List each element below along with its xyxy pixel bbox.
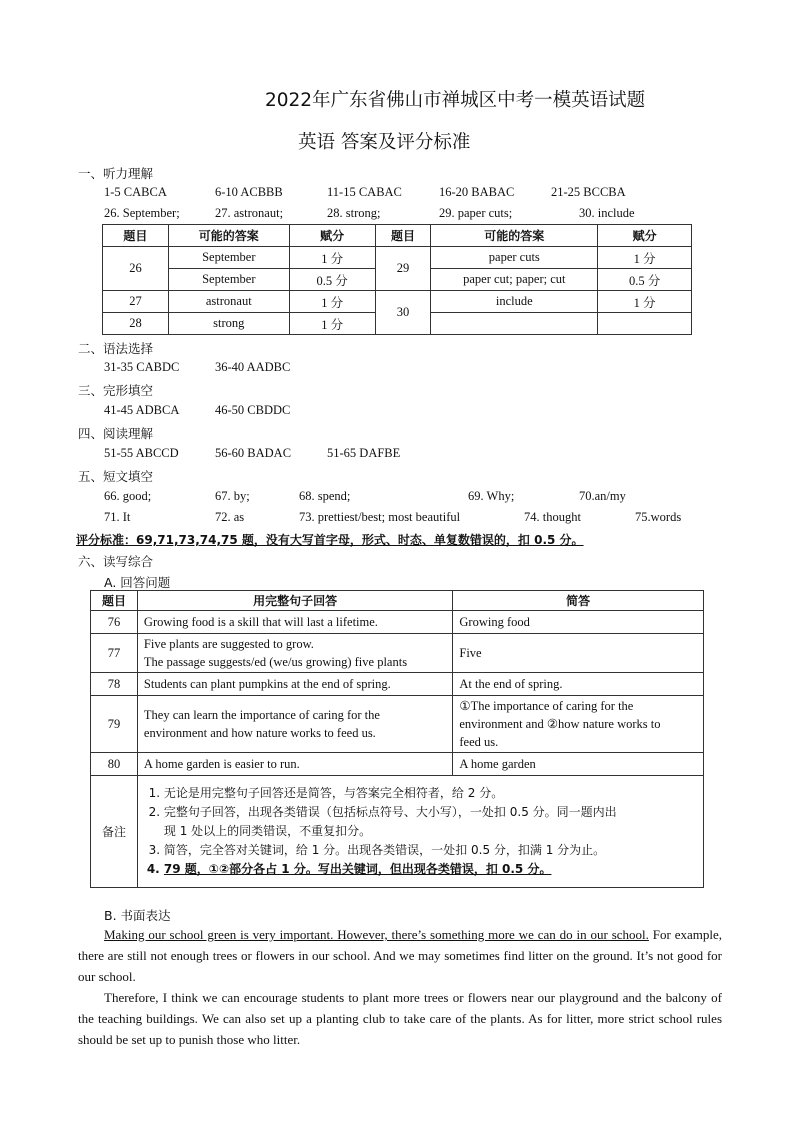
question-number: 28 [103,313,169,335]
table-row [91,634,704,673]
answer-item: 75.words [635,510,682,524]
answer-question-table [90,590,704,888]
table-row [91,611,704,634]
header-full-sentence: 用完整句子回答 [137,591,452,611]
full-answer-line: They can learn the importance of caring for the [143,708,380,722]
section-fill: 五、短文填空 [78,469,154,484]
answer-group: 31-35 CABDC [104,360,180,374]
score-cell: 0.5 分 [289,269,375,291]
short-answer-line: feed us. [459,735,499,749]
note-item: 4. 79 题，①②部分各占 1 分。写出关键词，但出现各类错误，扣 0.5 分。 [164,860,697,879]
table-row [91,753,704,776]
question-number: 79 [91,696,138,753]
empty-cell [431,313,598,335]
full-answer-line: The passage suggests/ed (we/us growing) five plants [143,655,408,669]
short-answer: Five [453,634,704,673]
answer-group: 36-40 AADBC [215,360,291,374]
full-answer-line: Five plants are suggested to grow. [143,637,314,651]
header-short-answer: 简答 [453,591,704,611]
notes-row [91,776,704,888]
header-question: 题目 [375,225,431,247]
answer-group: 16-20 BABAC [439,185,515,199]
question-number: 27 [103,291,169,313]
answer-group: 41-45 ADBCA [104,403,180,417]
header-question: 题目 [103,225,169,247]
answer-item: 71. It [104,510,131,524]
answer-item: 28. strong; [327,206,381,220]
section-cloze: 三、完形填空 [78,383,154,398]
page-title: 2022年广东省佛山市禅城区中考一模英语试题 [265,90,646,111]
short-answer: A home garden [453,753,704,776]
answer-group: 46-50 CBDDC [215,403,291,417]
full-answer [137,634,452,673]
answer-item: 68. spend; [299,489,351,503]
part-a-heading: A. 回答问题 [104,575,171,590]
question-number: 30 [375,291,431,335]
short-answer-line: environment and ②how nature works to [459,717,661,731]
section-reading-writing: 六、读写综合 [78,554,154,569]
short-answer: Growing food [453,611,704,634]
section-reading: 四、阅读理解 [78,426,154,441]
essay-topic-sentence: Making our school green is very important. However, there’s something more we can do in our school. [104,927,649,942]
header-answer: 可能的答案 [431,225,598,247]
header-score: 赋分 [598,225,692,247]
score-cell: 1 分 [289,247,375,269]
answer-cell: paper cut; paper; cut [431,269,598,291]
question-number: 77 [91,634,138,673]
answer-cell: astronaut [168,291,289,313]
answer-cell: include [431,291,598,313]
answer-item: 29. paper cuts; [439,206,513,220]
header-question: 题目 [91,591,138,611]
answer-group: 1-5 CABCA [104,185,167,199]
section-grammar: 二、语法选择 [78,341,154,356]
answer-group: 11-15 CABAC [327,185,402,199]
short-answer-line: ①The importance of caring for the [459,699,634,713]
answer-group: 21-25 BCCBA [551,185,626,199]
answer-cell: September [168,247,289,269]
answer-item: 26. September; [104,206,180,220]
page-subtitle: 英语 答案及评分标准 [298,132,471,153]
note-item: 2. 完整句子回答，出现各类错误（包括标点符号、大小写），一处扣 0.5 分。同一题内出 现 1 处以上的同类错误，不重复扣分。 [164,803,697,841]
question-number: 26 [103,247,169,291]
notes-label: 备注 [91,776,138,888]
full-answer: A home garden is easier to run. [137,753,452,776]
score-cell: 0.5 分 [598,269,692,291]
answer-item: 66. good; [104,489,152,503]
section-listening: 一、听力理解 [78,166,154,181]
score-cell: 1 分 [598,291,692,313]
full-answer: Students can plant pumpkins at the end of spring. [137,673,452,696]
answer-item: 72. as [215,510,245,524]
answer-group: 56-60 BADAC [215,446,292,460]
question-number: 78 [91,673,138,696]
answer-cell: September [168,269,289,291]
answer-item: 27. astronaut; [215,206,284,220]
answer-item: 67. by; [215,489,250,503]
header-score: 赋分 [289,225,375,247]
note-item: 3. 简答，完全答对关键词，给 1 分。出现各类错误，一处扣 0.5 分，扣满 1 分为止。 [164,841,697,860]
answer-item: 73. prettiest/best; most beautiful [299,510,461,524]
answer-cell: paper cuts [431,247,598,269]
full-answer-line: environment and how nature works to feed us. [143,726,376,740]
score-cell: 1 分 [598,247,692,269]
essay-text: For example, there are still not enough trees or flowers in our school. And we may sometimes find litter on the ground. It’s not good for our school. [78,927,723,984]
notes-content [137,776,703,888]
question-number: 29 [375,247,431,291]
table-row [91,673,704,696]
answer-cell: strong [168,313,289,335]
essay-paragraph-1 [78,924,722,987]
table-row [91,696,704,753]
full-answer [137,696,452,753]
score-cell: 1 分 [289,313,375,335]
header-answer: 可能的答案 [168,225,289,247]
question-number: 76 [91,611,138,634]
answer-item: 74. thought [524,510,581,524]
answer-item: 30. include [579,206,635,220]
listening-score-table [102,224,692,335]
answer-group: 51-65 DAFBE [327,446,401,460]
score-cell: 1 分 [289,291,375,313]
fill-scoring-rule: 评分标准：69,71,73,74,75 题，没有大写首字母，形式、时态、单复数错误的，扣 0.5 分。 [76,533,584,547]
essay-paragraph-2: Therefore, I think we can encourage students to plant more trees or flowers near our playground and the balcony of the teaching buildings. We can also set up a planting club to take care of the plants. As for litter, more strict school rules should be set up to punish those who litter. [78,990,722,1047]
note-item: 1. 无论是用完整句子回答还是简答，与答案完全相符者，给 2 分。 [164,784,697,803]
answer-item: 69. Why; [468,489,515,503]
empty-cell [598,313,692,335]
answer-group: 6-10 ACBBB [215,185,283,199]
full-answer: Growing food is a skill that will last a lifetime. [137,611,452,634]
question-number: 80 [91,753,138,776]
short-answer: At the end of spring. [453,673,704,696]
short-answer [453,696,704,753]
answer-group: 51-55 ABCCD [104,446,179,460]
part-b-heading: B. 书面表达 [104,908,171,923]
answer-item: 70.an/my [579,489,626,503]
